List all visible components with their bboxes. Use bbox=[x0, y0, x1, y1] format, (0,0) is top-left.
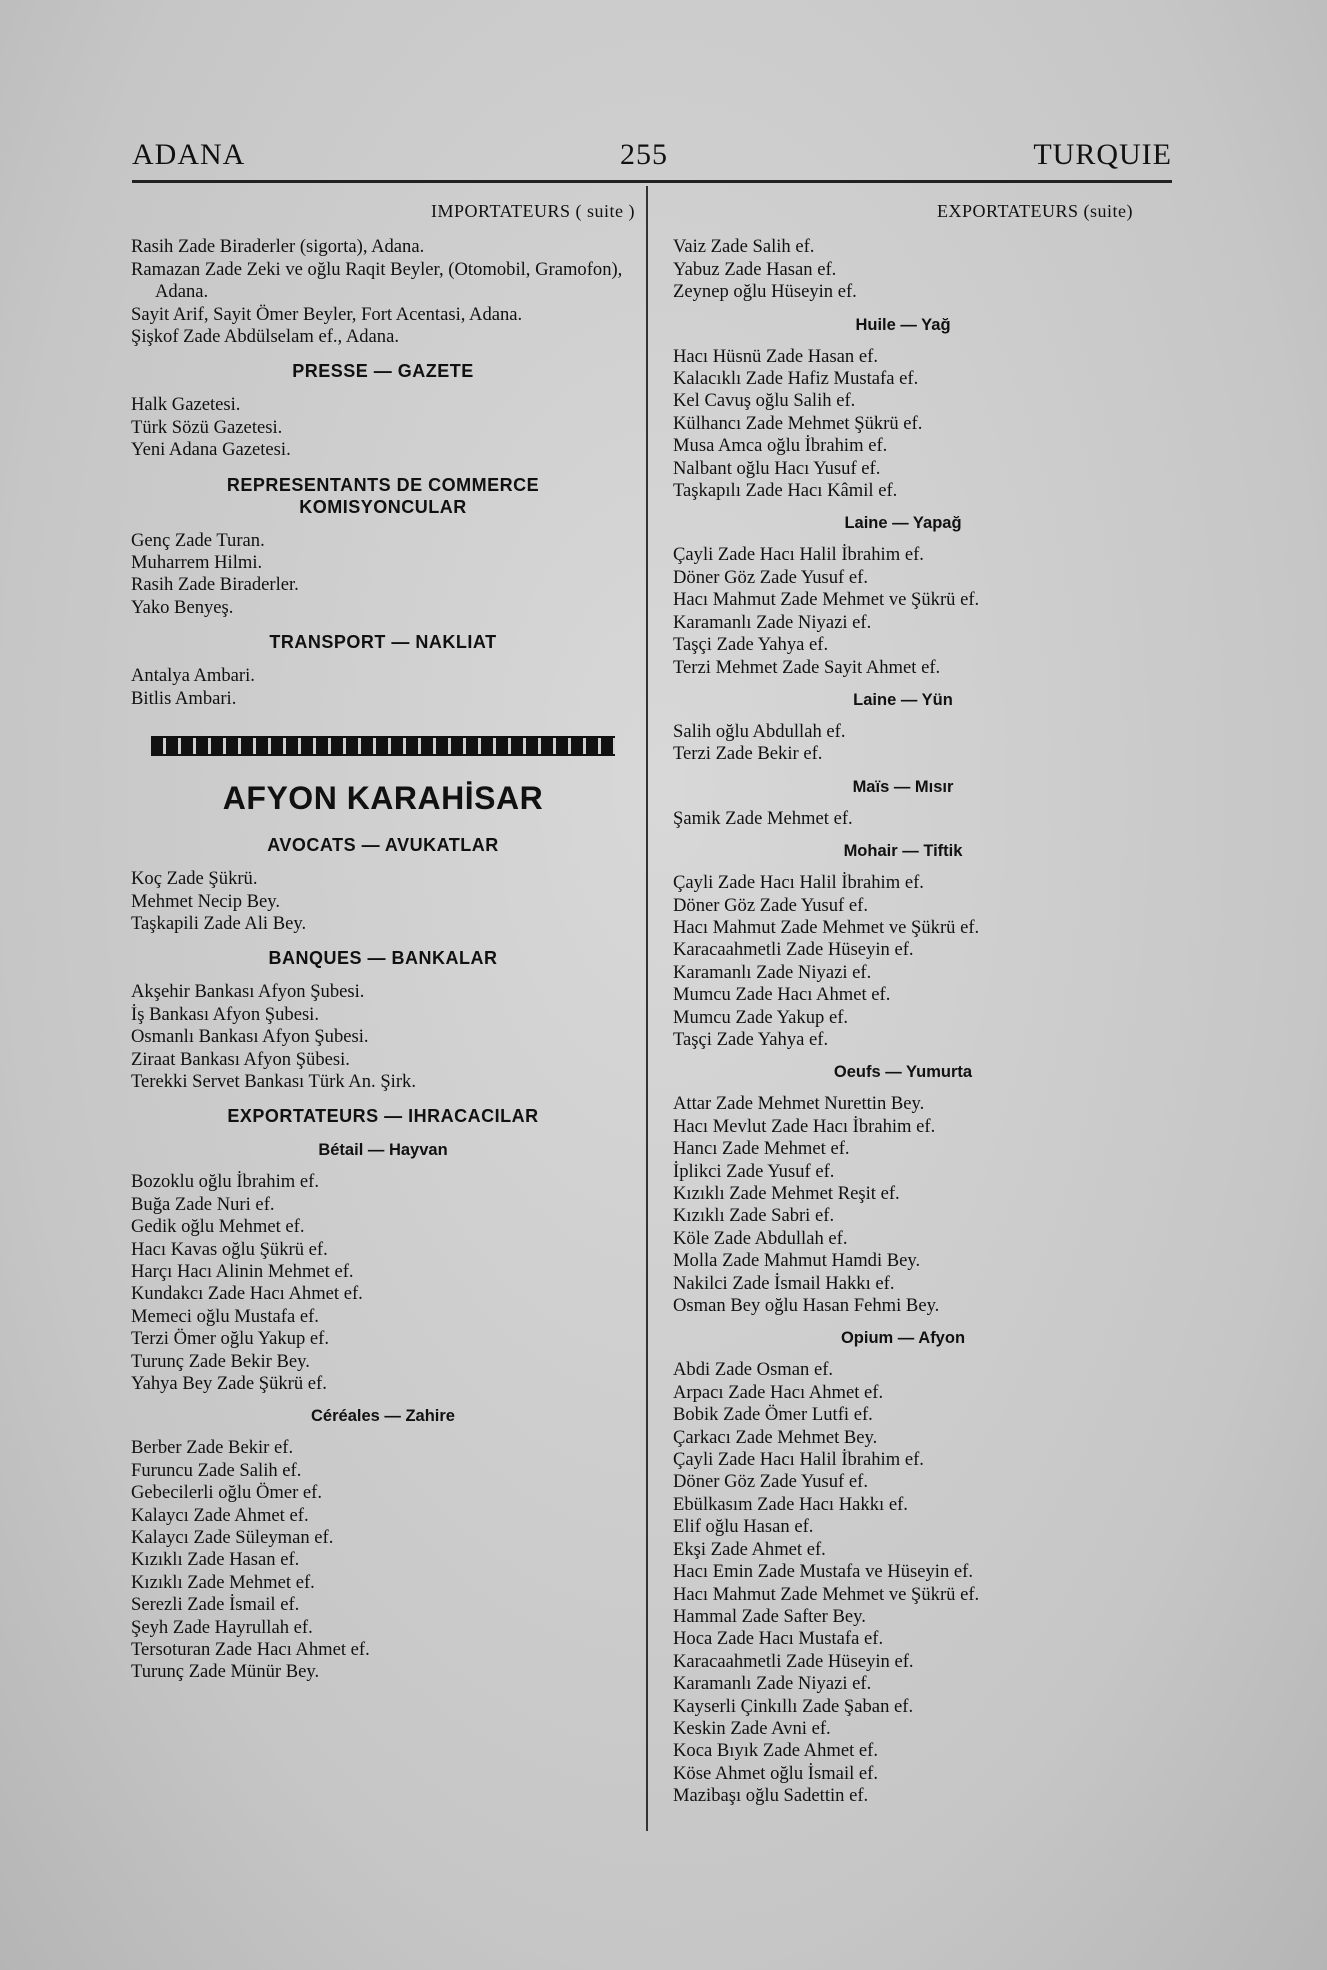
subsection-heading-betail: Bétail — Hayvan bbox=[318, 1141, 448, 1160]
list-item: Buğa Zade Nuri ef. bbox=[131, 1193, 275, 1215]
list-item: Yabuz Zade Hasan ef. bbox=[673, 258, 837, 280]
list-item: Tersoturan Zade Hacı Ahmet ef. bbox=[131, 1639, 370, 1661]
list-item: Keskin Zade Avni ef. bbox=[673, 1717, 831, 1739]
list-item: Karacaahmetli Zade Hüseyin ef. bbox=[673, 939, 914, 961]
list-item: Kızıklı Zade Mehmet Reşit ef. bbox=[673, 1183, 900, 1204]
list-item: Taşçi Zade Yahya ef. bbox=[673, 1028, 829, 1050]
list-item: Osman Bey oğlu Hasan Fehmi Bey. bbox=[673, 1295, 940, 1317]
list-item: Karacaahmetli Zade Hüseyin ef. bbox=[673, 1650, 914, 1672]
list-item: Furuncu Zade Salih ef. bbox=[131, 1459, 302, 1481]
list-item: Ramazan Zade Zeki ve oğlu Raqit Beyler, (Otomobil, Gramofon), Adana. bbox=[131, 258, 623, 303]
list-item: Hoca Zade Hacı Mustafa ef. bbox=[673, 1628, 884, 1650]
list-huile bbox=[673, 346, 1133, 503]
list-item: Serezli Zade İsmail ef. bbox=[131, 1594, 300, 1616]
list-opium bbox=[673, 1359, 1133, 1807]
list-oeufs bbox=[673, 1093, 1133, 1317]
list-item: Vaiz Zade Salih ef. bbox=[673, 236, 815, 258]
ornamental-divider bbox=[151, 736, 615, 756]
subsection-heading-mais: Maïs — Mısır bbox=[852, 777, 954, 796]
section-heading-presse: PRESSE — GAZETE bbox=[292, 361, 474, 382]
column-divider bbox=[646, 186, 648, 1831]
list-item: Terzi Zade Bekir ef. bbox=[673, 743, 823, 765]
list-item: Mazibaşı oğlu Sadettin ef. bbox=[673, 1785, 869, 1807]
subsection-heading-cereales: Céréales — Zahire bbox=[311, 1407, 455, 1426]
subsection-heading-mohair: Mohair — Tiftik bbox=[843, 842, 963, 861]
list-item: Çayli Zade Hacı Halil İbrahim ef. bbox=[673, 872, 924, 894]
list-item: Hacı Kavas oğlu Şükrü ef. bbox=[131, 1238, 328, 1260]
header-rule bbox=[132, 180, 1172, 183]
section-heading-komisyoncular: KOMISYONCULAR bbox=[299, 496, 467, 517]
list-item: Ekşi Zade Ahmet ef. bbox=[673, 1538, 826, 1560]
list-item: Elif oğlu Hasan ef. bbox=[673, 1516, 814, 1538]
list-item: İş Bankası Afyon Şubesi. bbox=[131, 1003, 319, 1025]
list-item: Çayli Zade Hacı Halil İbrahim ef. bbox=[673, 1449, 924, 1471]
list-item: Bitlis Ambari. bbox=[131, 687, 237, 709]
list-item: Halk Gazetesi. bbox=[131, 394, 241, 416]
list-item: Antalya Ambari. bbox=[131, 665, 255, 687]
list-mohair bbox=[673, 872, 1133, 1051]
section-heading-representants: REPRESENTANTS DE COMMERCE bbox=[226, 474, 540, 495]
list-item: Arpacı Zade Hacı Ahmet ef. bbox=[673, 1381, 884, 1403]
right-column bbox=[673, 200, 1133, 1808]
list-item: Hacı Mevlut Zade Hacı İbrahim ef. bbox=[673, 1115, 936, 1137]
list-item: Köle Zade Abdullah ef. bbox=[673, 1227, 848, 1249]
list-laine-yun bbox=[673, 721, 1133, 766]
list-item: Mumcu Zade Yakup ef. bbox=[673, 1006, 849, 1028]
list-item: Kalaycı Zade Süleyman ef. bbox=[131, 1527, 334, 1549]
list-avocats bbox=[131, 868, 635, 935]
section-heading-banques: BANQUES — BANKALAR bbox=[268, 948, 498, 969]
list-item: Genç Zade Turan. bbox=[131, 529, 265, 551]
list-item: Mumcu Zade Hacı Ahmet ef. bbox=[673, 984, 891, 1006]
list-item: Döner Göz Zade Yusuf ef. bbox=[673, 566, 868, 588]
subsection-heading-opium: Opium — Afyon bbox=[840, 1329, 966, 1348]
list-item: Hacı Mahmut Zade Mehmet ve Şükrü ef. bbox=[673, 589, 980, 611]
list-item: Turunç Zade Münür Bey. bbox=[131, 1661, 320, 1683]
list-item: Kızıklı Zade Mehmet ef. bbox=[131, 1571, 315, 1593]
list-item: Hacı Mahmut Zade Mehmet ve Şükrü ef. bbox=[673, 916, 980, 938]
list-item: Karamanlı Zade Niyazi ef. bbox=[673, 611, 872, 633]
list-item: Döner Göz Zade Yusuf ef. bbox=[673, 1471, 868, 1493]
list-mais bbox=[673, 808, 1133, 830]
list-item: Abdi Zade Osman ef. bbox=[673, 1359, 834, 1381]
list-item: Gedik oğlu Mehmet ef. bbox=[131, 1216, 305, 1238]
list-item: Musa Amca oğlu İbrahim ef. bbox=[673, 435, 888, 457]
list-item: Hacı Hüsnü Zade Hasan ef. bbox=[673, 345, 878, 367]
section-heading-avocats: AVOCATS — AVUKATLAR bbox=[267, 835, 499, 856]
list-importateurs bbox=[131, 236, 635, 348]
list-item: Şamik Zade Mehmet ef. bbox=[673, 807, 853, 829]
list-item: Rasih Zade Biraderler. bbox=[131, 574, 299, 596]
list-item: Taşkapili Zade Ali Bey. bbox=[131, 912, 307, 934]
list-item: Ziraat Bankası Afyon Şübesi. bbox=[131, 1048, 350, 1070]
list-item: Mehmet Necip Bey. bbox=[131, 890, 281, 912]
list-item: Hammal Zade Safter Bey. bbox=[673, 1605, 866, 1627]
list-item: Akşehir Bankası Afyon Şubesi. bbox=[131, 981, 365, 1003]
subsection-heading-oeufs: Oeufs — Yumurta bbox=[833, 1063, 973, 1082]
continued-heading: IMPORTATEURS ( suite ) bbox=[431, 201, 635, 221]
list-item: Bozoklu oğlu İbrahim ef. bbox=[131, 1171, 319, 1193]
list-item: Taşkapılı Zade Hacı Kâmil ef. bbox=[673, 480, 898, 502]
list-item: Taşçi Zade Yahya ef. bbox=[673, 634, 829, 656]
running-head bbox=[132, 138, 1172, 178]
list-item: İplikci Zade Yusuf ef. bbox=[673, 1160, 835, 1182]
list-item: Muharrem Hilmi. bbox=[131, 552, 263, 574]
list-item: Terzi Mehmet Zade Sayit Ahmet ef. bbox=[673, 656, 941, 678]
list-item: Yako Benyeş. bbox=[131, 596, 234, 618]
running-head-country: TURQUIE bbox=[1033, 138, 1172, 171]
running-head-city: ADANA bbox=[132, 138, 246, 171]
list-item: Attar Zade Mehmet Nurettin Bey. bbox=[673, 1093, 925, 1115]
section-heading-exportateurs: EXPORTATEURS — IHRACACILAR bbox=[227, 1106, 539, 1127]
list-item: Döner Göz Zade Yusuf ef. bbox=[673, 894, 868, 916]
list-item: Köse Ahmet oğlu İsmail ef. bbox=[673, 1762, 879, 1784]
list-item: Terzi Ömer oğlu Yakup ef. bbox=[131, 1328, 330, 1350]
list-presse bbox=[131, 394, 635, 461]
list-item: Rasih Zade Biraderler (sigorta), Adana. bbox=[131, 236, 425, 258]
city-heading: AFYON KARAHİSAR bbox=[222, 780, 544, 817]
list-banques bbox=[131, 981, 635, 1093]
list-item: Nakilci Zade İsmail Hakkı ef. bbox=[673, 1272, 895, 1294]
list-item: Koca Bıyık Zade Ahmet ef. bbox=[673, 1740, 878, 1762]
list-item: Karamanlı Zade Niyazi ef. bbox=[673, 1673, 872, 1695]
list-item: Osmanlı Bankası Afyon Şubesi. bbox=[131, 1026, 369, 1048]
list-item: Şişkof Zade Abdülselam ef., Adana. bbox=[131, 326, 400, 348]
list-item: Zeynep oğlu Hüseyin ef. bbox=[673, 281, 857, 303]
list-item: Bobik Zade Ömer Lutfi ef. bbox=[673, 1404, 873, 1426]
list-item: Şeyh Zade Hayrullah ef. bbox=[131, 1616, 313, 1638]
list-item: Ebülkasım Zade Hacı Hakkı ef. bbox=[673, 1493, 908, 1515]
subsection-heading-huile: Huile — Yağ bbox=[855, 315, 951, 334]
subsection-heading-laine-yapag: Laine — Yapağ bbox=[844, 514, 962, 533]
list-exportateurs bbox=[673, 236, 1133, 303]
list-item: Kalacıklı Zade Hafiz Mustafa ef. bbox=[673, 368, 919, 390]
continued-heading: EXPORTATEURS (suite) bbox=[937, 201, 1133, 221]
list-item: Kalaycı Zade Ahmet ef. bbox=[131, 1504, 309, 1526]
list-laine-yapag bbox=[673, 544, 1133, 678]
list-item: Yahya Bey Zade Şükrü ef. bbox=[131, 1373, 327, 1394]
list-item: Türk Sözü Gazetesi. bbox=[131, 416, 283, 438]
list-item: Terekki Servet Bankası Türk An. Şirk. bbox=[131, 1070, 416, 1092]
list-item: Karamanlı Zade Niyazi ef. bbox=[673, 961, 872, 983]
section-heading-transport: TRANSPORT — NAKLIAT bbox=[269, 632, 497, 653]
list-item: Harçı Hacı Alinin Mehmet ef. bbox=[131, 1260, 354, 1282]
list-item: Çarkacı Zade Mehmet Bey. bbox=[673, 1426, 878, 1448]
list-item: Kundakcı Zade Hacı Ahmet ef. bbox=[131, 1283, 363, 1305]
list-item: Nalbant oğlu Hacı Yusuf ef. bbox=[673, 457, 881, 479]
list-item: Berber Zade Bekir ef. bbox=[131, 1437, 294, 1459]
list-transport bbox=[131, 665, 635, 710]
list-item: Sayit Arif, Sayit Ömer Beyler, Fort Acentasi, Adana. bbox=[131, 303, 523, 325]
list-item: Kızıklı Zade Hasan ef. bbox=[131, 1549, 300, 1571]
left-column bbox=[131, 200, 635, 1684]
list-item: Salih oğlu Abdullah ef. bbox=[673, 720, 846, 742]
list-cereales bbox=[131, 1437, 635, 1683]
list-item: Hacı Mahmut Zade Mehmet ve Şükrü ef. bbox=[673, 1583, 980, 1605]
list-item: Yeni Adana Gazetesi. bbox=[131, 439, 291, 461]
list-representants bbox=[131, 530, 635, 620]
subsection-heading-laine-yun: Laine — Yün bbox=[853, 690, 953, 709]
list-item: Hacı Emin Zade Mustafa ve Hüseyin ef. bbox=[673, 1561, 973, 1583]
list-item: Kızıklı Zade Sabri ef. bbox=[673, 1205, 835, 1227]
list-item: Kayserli Çinkıllı Zade Şaban ef. bbox=[673, 1695, 914, 1717]
list-item: Molla Zade Mahmut Hamdi Bey. bbox=[673, 1250, 921, 1272]
list-item: Memeci oğlu Mustafa ef. bbox=[131, 1305, 319, 1327]
list-item: Turunç Zade Bekir Bey. bbox=[131, 1350, 310, 1372]
list-betail bbox=[131, 1171, 635, 1395]
list-item: Koç Zade Şükrü. bbox=[131, 868, 258, 890]
page-number: 255 bbox=[620, 138, 668, 171]
list-item: Çayli Zade Hacı Halil İbrahim ef. bbox=[673, 544, 924, 566]
list-item: Hancı Zade Mehmet ef. bbox=[673, 1138, 850, 1160]
list-item: Kel Cavuş oğlu Salih ef. bbox=[673, 390, 856, 412]
list-item: Külhancı Zade Mehmet Şükrü ef. bbox=[673, 412, 923, 434]
list-item: Gebecilerli oğlu Ömer ef. bbox=[131, 1482, 323, 1504]
